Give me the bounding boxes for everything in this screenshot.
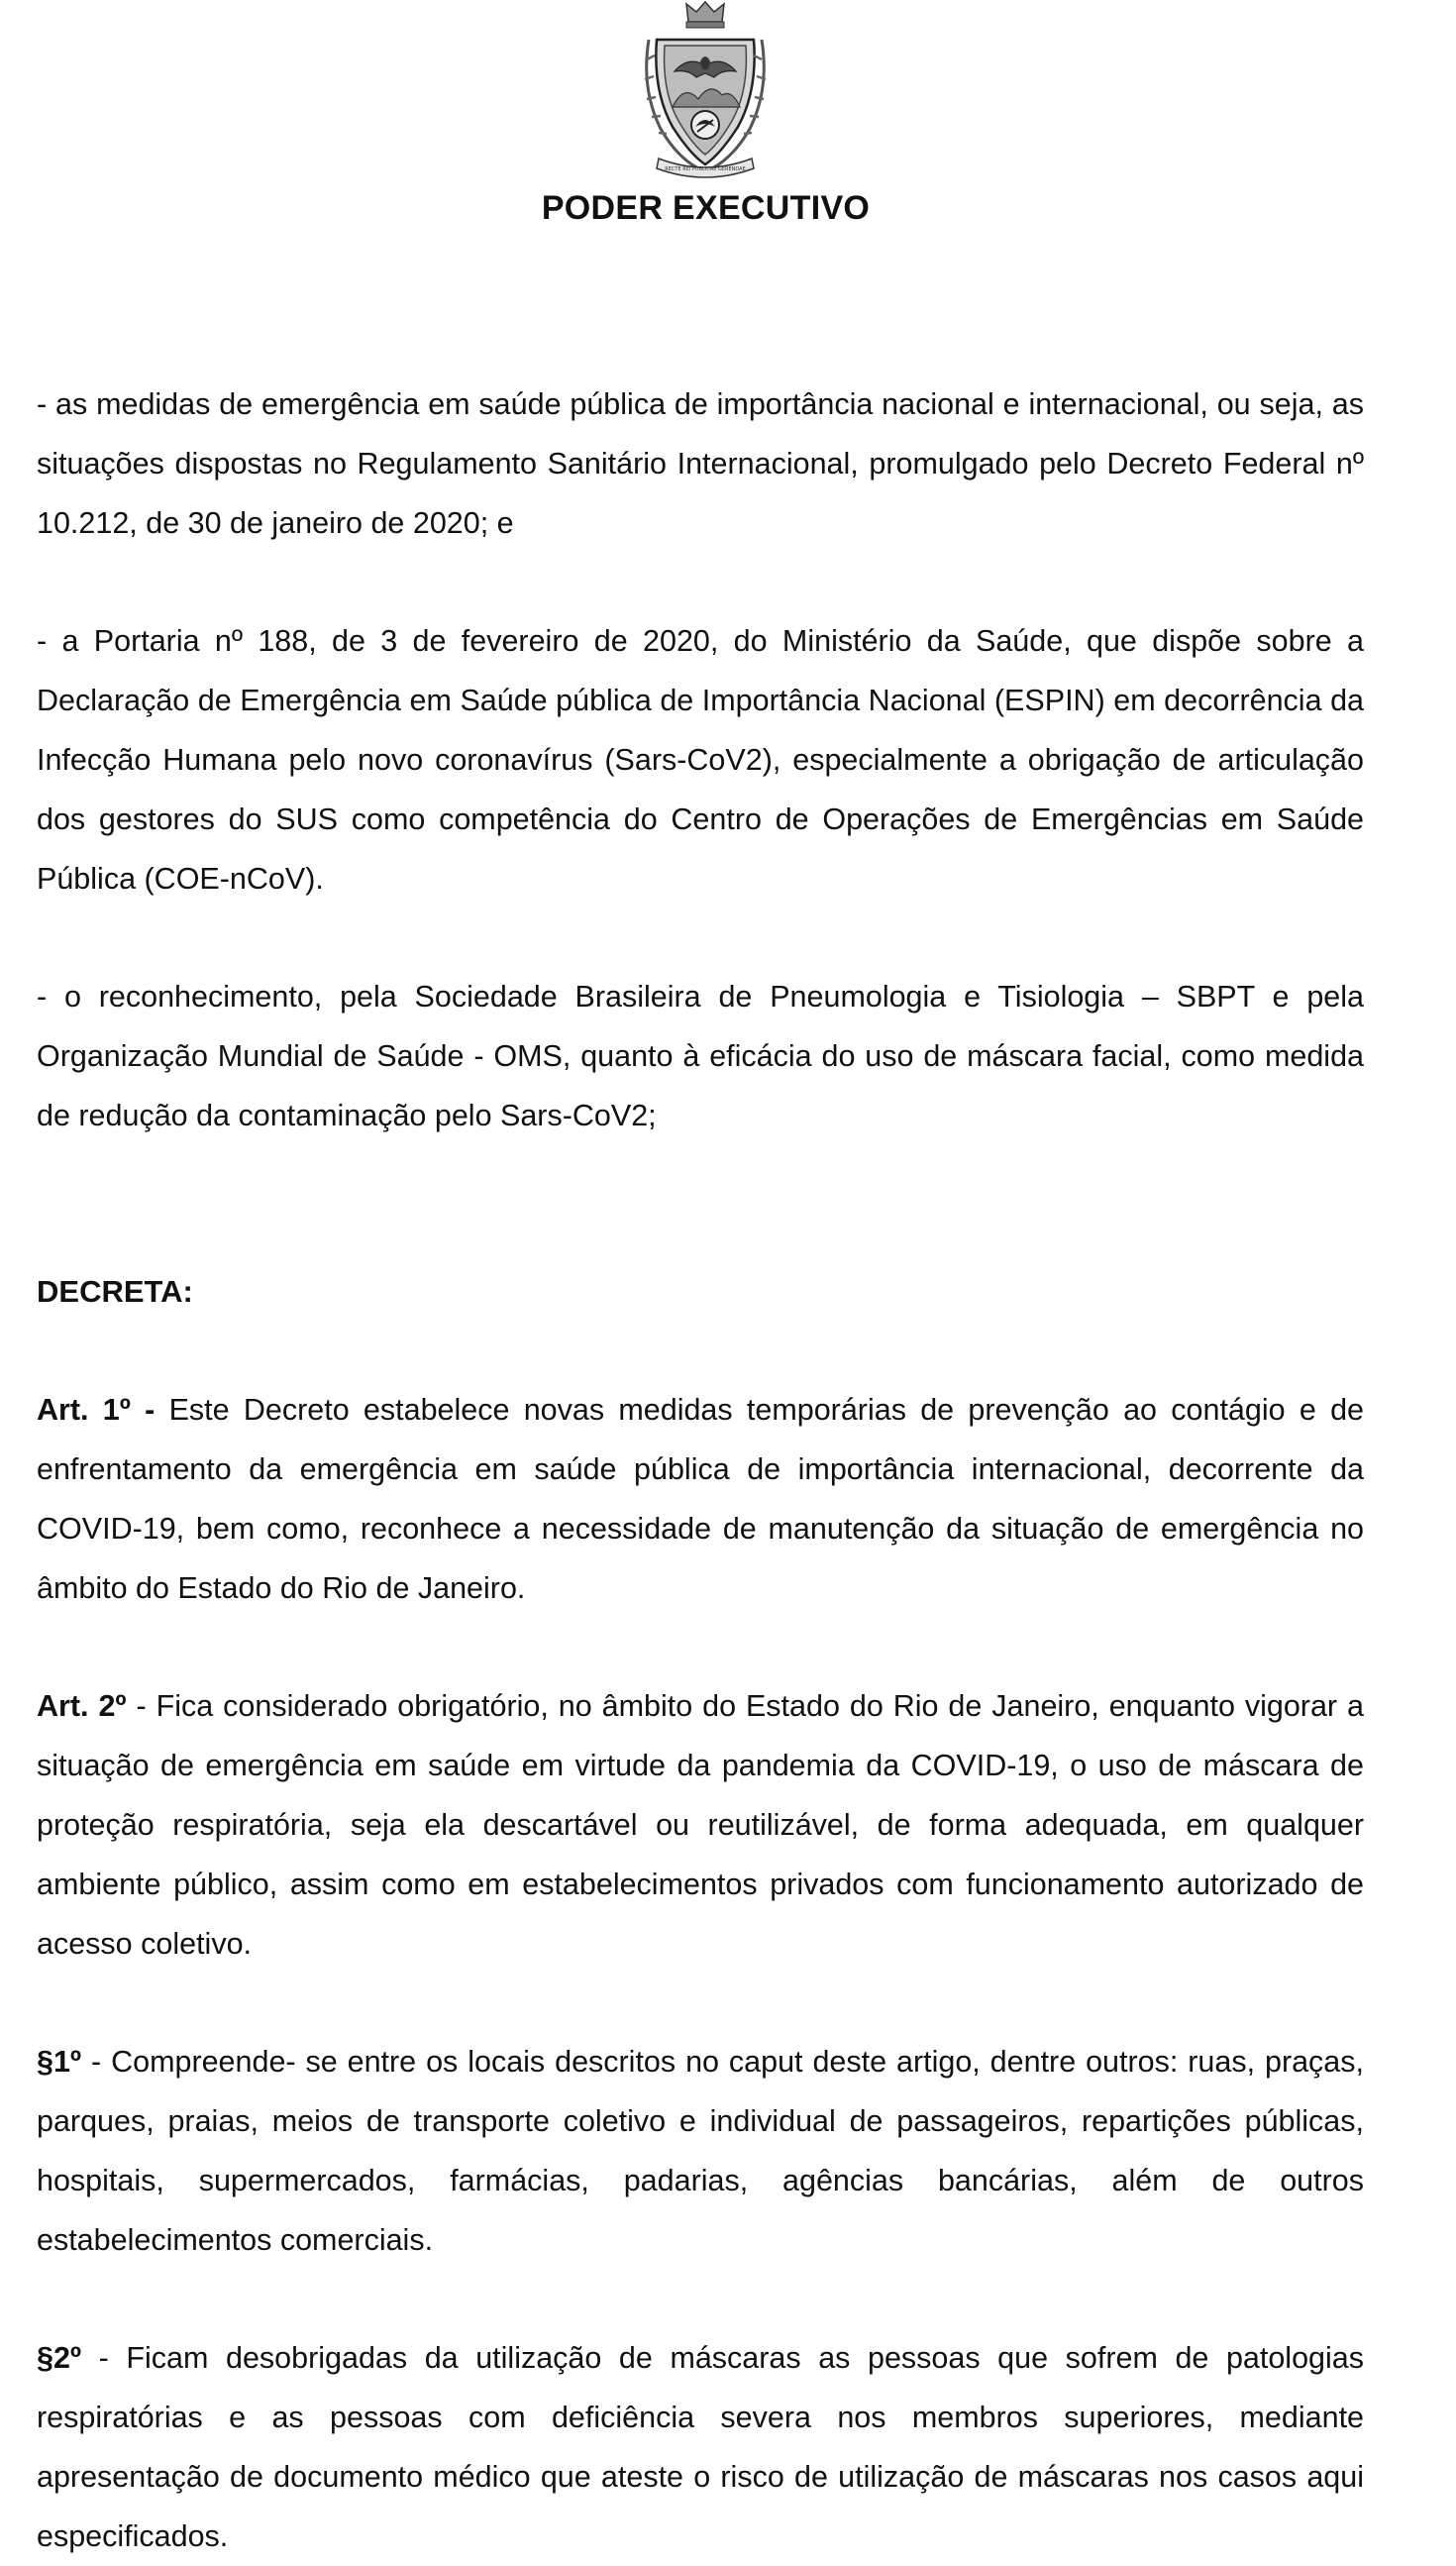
consideration-paragraph-1: - as medidas de emergência em saúde pública de importância nacional e internacional, ou seja, as situações dispostas no Regulamento Sanitário Internacional, promulgado pelo Decreto Federal nº 10.212, de 30 de janeiro de 2020; e [37,387,1364,540]
paragraph-1 [37,2032,1364,2270]
article-2 [37,1676,1364,1974]
paragraph-2-label: §2º [37,2341,82,2375]
paragraph-1-label: §1º [37,2045,82,2079]
svg-text:RECTE REI PUBLICAE GERENDAE: RECTE REI PUBLICAE GERENDAE [665,166,746,172]
state-coat-of-arms-seal [639,0,773,178]
decreta-heading: DECRETA: [37,1274,193,1309]
article-1-label: Art. 1º - [37,1393,156,1427]
consideration-paragraph-3: - o reconhecimento, pela Sociedade Brasileira de Pneumologia e Tisiologia – SBPT e pela Organização Mundial de Saúde - OMS, quanto à eficácia do uso de máscara facial, como medida de redução da contaminação pelo Sars-CoV2; [37,980,1364,1132]
article-1-text: Este Decreto estabelece novas medidas temporárias de prevenção ao contágio e de enfrentamento da emergência em saúde pública de importância internacional, decorrente da COVID-19, bem como, reconhece a necessidade de manutenção da situação de emergência no âmbito do Estado do Rio de Janeiro. [37,1393,1364,1605]
document-body [37,374,1364,2566]
article-2-text: - Fica considerado obrigatório, no âmbito do Estado do Rio de Janeiro, enquanto vigorar a situação de emergência em saúde em virtude da pandemia da COVID-19, o uso de máscara de proteção respiratória, seja ela descartável ou reutilizável, de forma adequada, em qualquer ambiente público, assim como em estabelecimentos privados com funcionamento autorizado de acesso coletivo. [37,1689,1364,1961]
paragraph-2-text: - Ficam desobrigadas da utilização de máscaras as pessoas que sofrem de patologias respiratórias e as pessoas com deficiência severa nos membros superiores, mediante apresentação de documento médico que ateste o risco de utilização de máscaras nos casos aqui especificados. [37,2341,1364,2553]
article-2-label: Art. 2º [37,1689,127,1723]
paragraph-1-text: - Compreende- se entre os locais descritos no caput deste artigo, dentre outros: ruas, praças, parques, praias, meios de transporte coletivo e individual de passageiros, repartições públicas, hospitais, supermercados, farmácias, padarias, agências bancárias, além de outros estabelecimentos comerciais. [37,2045,1364,2257]
paragraph-2 [37,2328,1364,2566]
header-title: PODER EXECUTIVO [541,189,871,227]
consideration-paragraph-2: - a Portaria nº 188, de 3 de fevereiro de 2020, do Ministério da Saúde, que dispõe sobre a Declaração de Emergência em Saúde pública de Importância Nacional (ESPIN) em decorrência da Infecção Humana pelo novo coronavírus (Sars-CoV2), especialmente a obrigação de articulação dos gestores do SUS como competência do Centro de Operações de Emergências em Saúde Pública (COE-nCoV). [37,624,1364,896]
article-1 [37,1380,1364,1618]
